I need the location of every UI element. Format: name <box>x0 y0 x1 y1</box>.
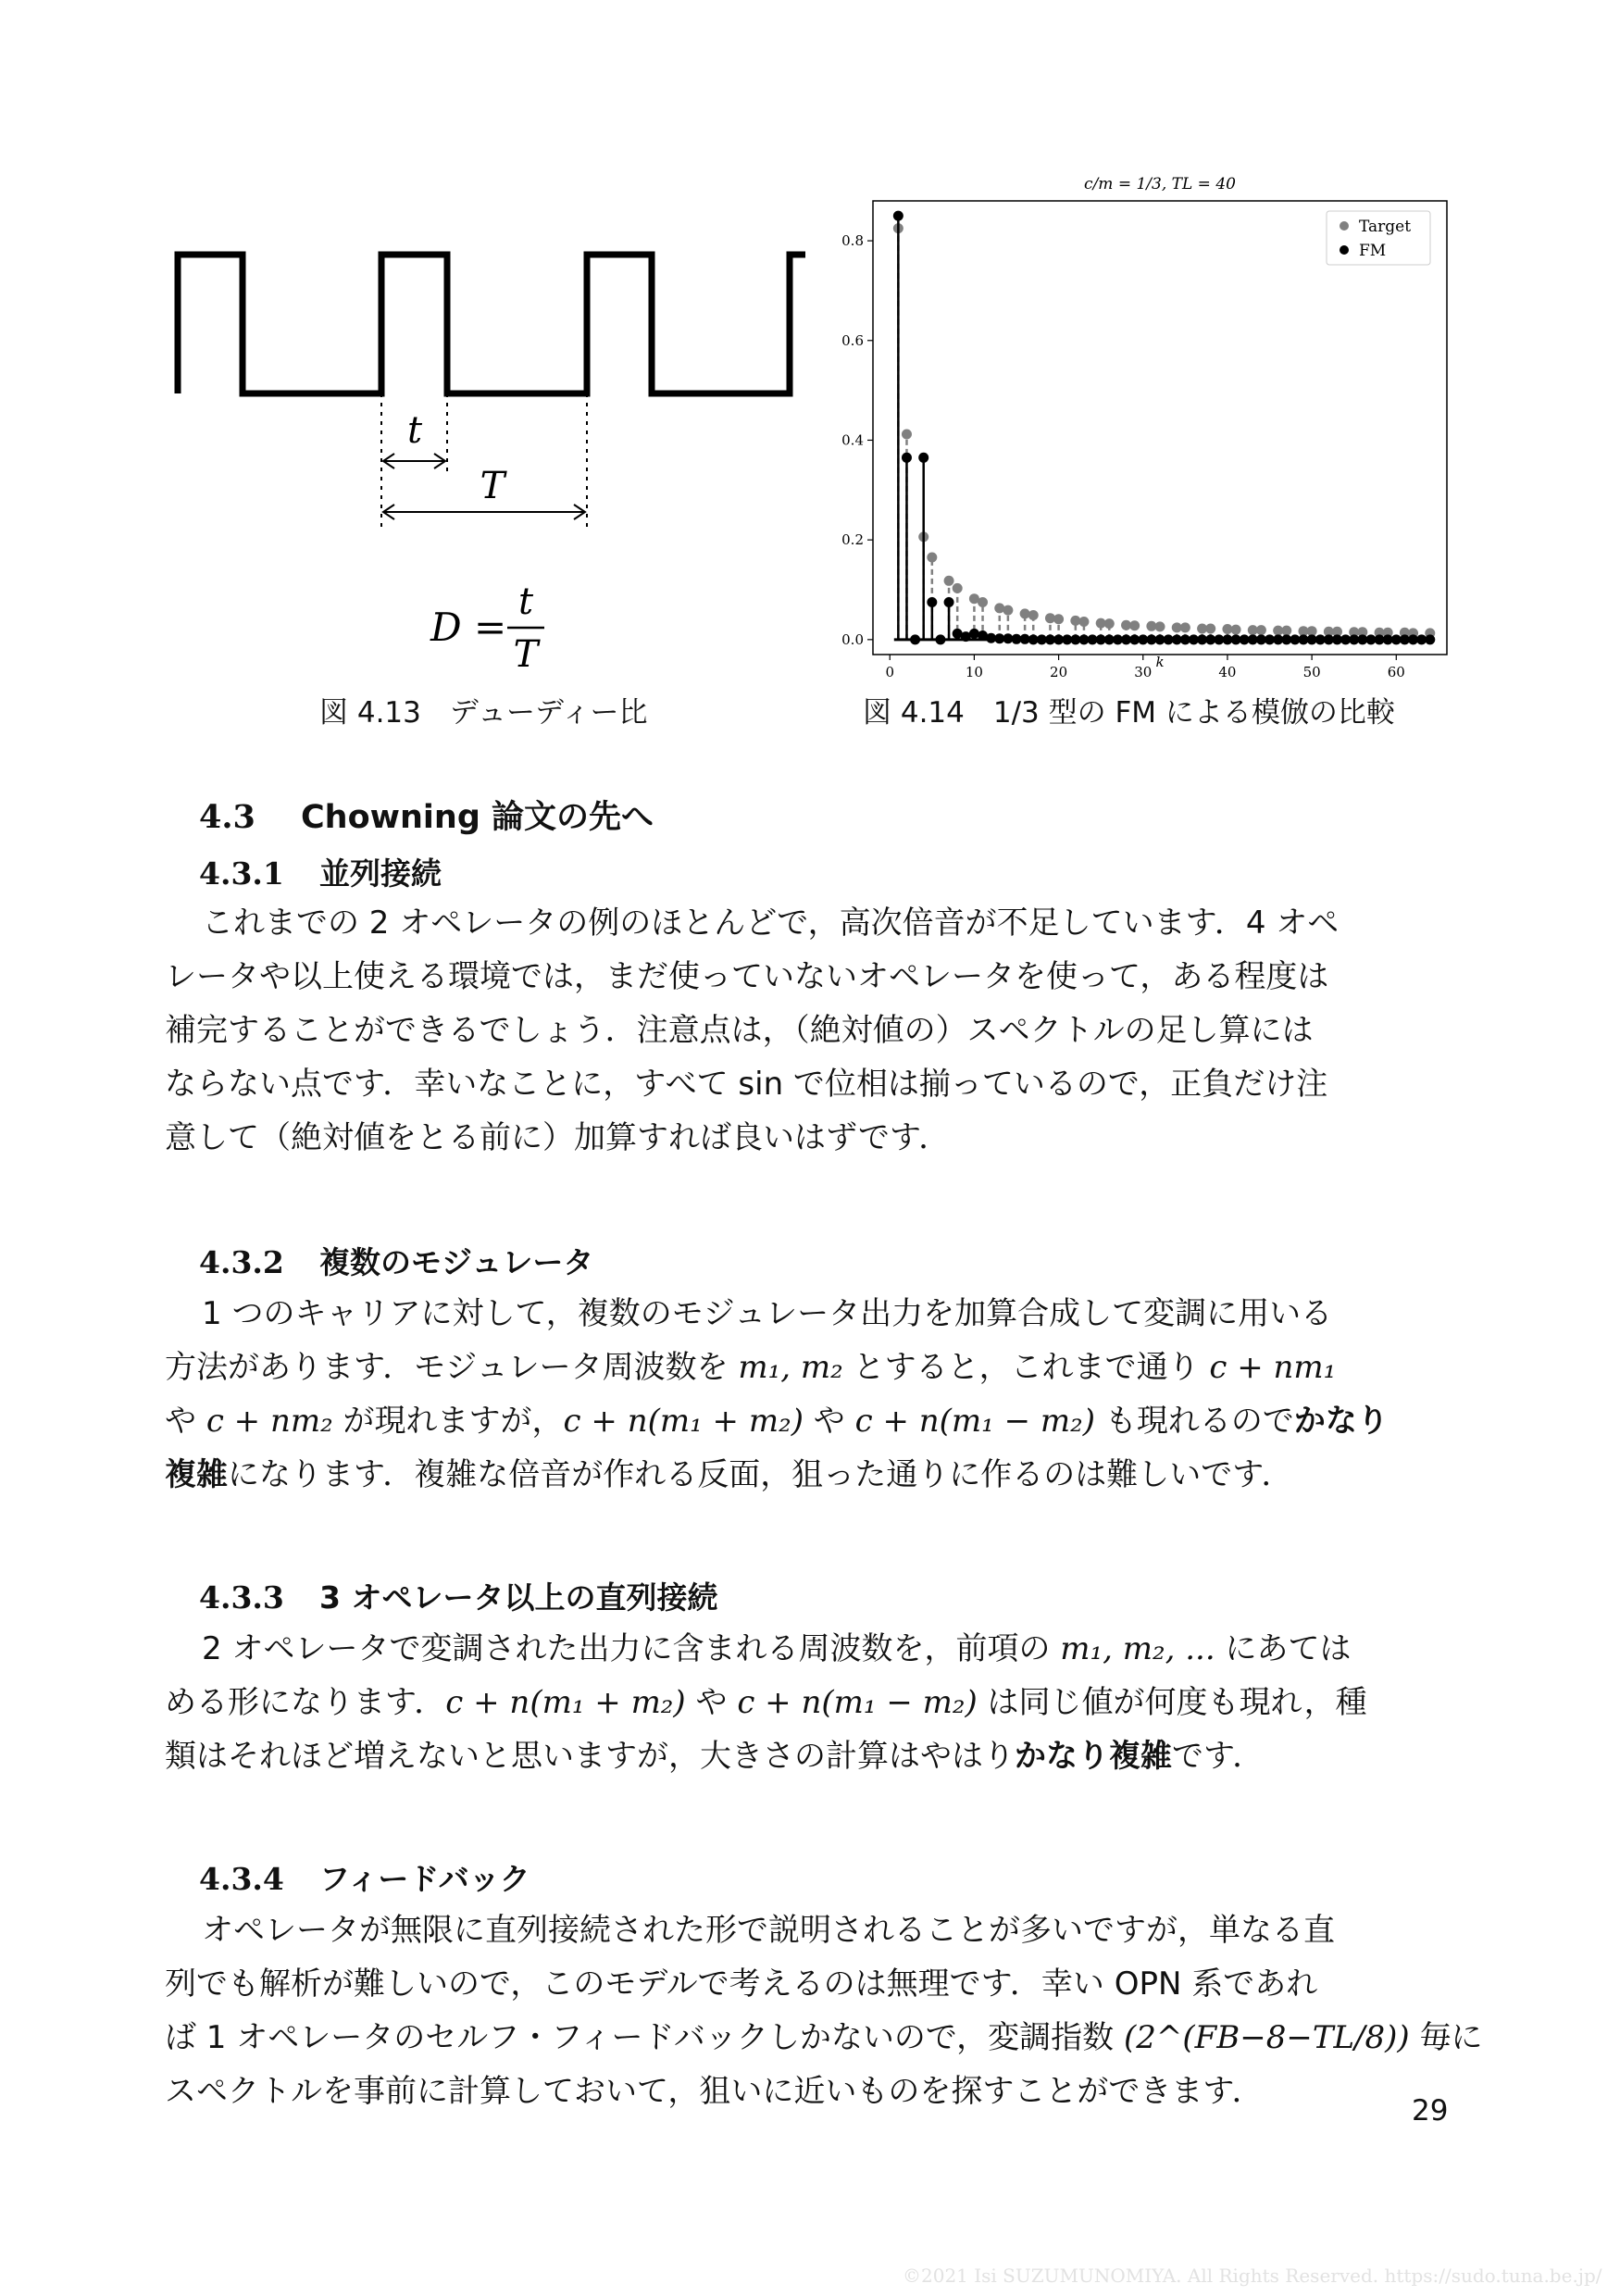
text-line: 2 オペレータで変調された出力に含まれる周波数を，前項の m₁, m₂, ... にあては <box>202 1630 1352 1667</box>
stem-marker <box>1281 626 1291 636</box>
subsection-number: 4.3.4 <box>199 1861 284 1897</box>
label-T: T <box>480 465 505 507</box>
stem-marker <box>978 597 988 607</box>
stem-marker <box>918 453 928 463</box>
text-line: 補完することができるでしょう．注意点は，（絶対値の）スペクトルの足し算には <box>165 1012 1314 1049</box>
y-tick-label: 0.8 <box>841 232 864 250</box>
subsection-title: フィードバック <box>319 1861 530 1897</box>
text-line: これまでの 2 オペレータの例のほとんどで，高次倍音が不足しています．4 オペ <box>202 905 1340 942</box>
caption-fig-4-13: 図 4.13 デューディー比 <box>319 696 648 730</box>
x-tick-label: 60 <box>1387 664 1405 680</box>
text-line: 列でも解析が難しいので，このモデルで考えるのは無理です．幸い OPN 系であれ <box>165 1965 1318 2003</box>
stem-marker <box>1205 624 1215 634</box>
text-line: オペレータが無限に直列接続された形で説明されることが多いですが，単なる直 <box>202 1912 1335 1949</box>
text-line: ば 1 オペレータのセルフ・フィードバックしかないので，変調指数 (2^(FB−8−TL/8)) 毎に <box>165 2019 1483 2056</box>
formula-denominator: T <box>513 633 539 676</box>
page-number: 29 <box>1412 2094 1449 2128</box>
legend-target: Target <box>1359 218 1412 236</box>
y-tick-label: 0.2 <box>841 531 864 549</box>
math-expr: c + n(m₁ − m₂) <box>854 1403 1096 1440</box>
label-t: t <box>406 409 423 452</box>
stem-marker <box>944 576 954 586</box>
subsection-number: 4.3.1 <box>199 855 284 892</box>
subsection-title: 複数のモジュレータ <box>319 1244 594 1280</box>
stem-marker <box>1078 617 1089 627</box>
math-expr: c + n(m₁ + m₂) <box>445 1684 686 1721</box>
stem-marker <box>953 583 963 593</box>
square-wave <box>178 255 805 393</box>
stem-marker <box>927 597 937 607</box>
subsection-number: 4.3.2 <box>199 1244 284 1280</box>
y-tick-label: 0.0 <box>841 630 864 648</box>
chart-legend <box>1327 211 1430 265</box>
text-line: や c + nm₂ が現れますが，c + n(m₁ + m₂) や c + n(m₁ − m₂) も現れるのでかなり <box>165 1403 1389 1440</box>
subsection-title: 3 オペレータ以上の直列接続 <box>319 1579 718 1616</box>
caption-fig-4-14: 図 4.14 1/3 型の FM による模倣の比較 <box>863 696 1395 730</box>
stem-marker <box>1053 614 1064 624</box>
text-line: レータや以上使える環境では，まだ使っていないオペレータを使って，ある程度は <box>165 958 1329 995</box>
section-number: 4.3 <box>199 798 255 836</box>
stem-marker <box>1231 625 1241 635</box>
subsection-4-3-4-heading <box>199 1855 530 1899</box>
section-4-3-heading <box>199 792 654 838</box>
paragraph-4-3-3 <box>165 1622 1461 1783</box>
paragraph-4-3-1 <box>165 896 1461 1165</box>
y-tick-label: 0.4 <box>841 431 864 449</box>
math-expr: c + nm₂ <box>206 1403 333 1440</box>
stem-marker <box>927 553 937 563</box>
subsection-number: 4.3.3 <box>199 1579 284 1616</box>
x-tick-label: 20 <box>1050 664 1068 680</box>
stem-marker <box>893 211 903 221</box>
text-line: 意して（絶対値をとる前に）加算すれば良いはずです． <box>165 1119 951 1156</box>
stem-marker <box>1003 605 1013 616</box>
stem-marker <box>1028 610 1039 620</box>
formula-numerator: t <box>517 580 534 623</box>
emphasis: 複雑 <box>165 1456 228 1493</box>
text-line: 方法があります．モジュレータ周波数を m₁, m₂ とすると，これまで通り c + nm₁ <box>165 1349 1337 1386</box>
text-line: 類はそれほど増えないと思いますが，大きさの計算はやはりかなり複雑です． <box>165 1738 1265 1775</box>
stem-marker <box>1104 618 1115 629</box>
x-tick-label: 10 <box>965 664 983 680</box>
section-title: Chowning 論文の先へ <box>301 799 654 836</box>
text-line: める形になります．c + n(m₁ + m₂) や c + n(m₁ − m₂) は同じ値が何度も現れ，種 <box>165 1684 1367 1721</box>
paragraph-4-3-4 <box>165 1903 1483 2118</box>
y-tick-label: 0.6 <box>841 331 864 349</box>
stem-marker <box>902 453 912 463</box>
x-tick-label: 40 <box>1218 664 1237 680</box>
math-expr: (2^(FB−8−TL/8)) <box>1123 2019 1410 2056</box>
stem-marker <box>1155 621 1165 631</box>
legend-fm: FM <box>1359 242 1387 260</box>
x-tick-label: 0 <box>885 664 895 680</box>
paragraph-4-3-2 <box>165 1287 1461 1502</box>
math-expr: c + n(m₁ − m₂) <box>737 1684 978 1721</box>
stem-marker <box>1180 622 1190 632</box>
subsection-4-3-2-heading <box>199 1239 593 1282</box>
math-expr: c + nm₁ <box>1209 1349 1337 1386</box>
text-line: 1 つのキャリアに対して，複数のモジュレータ出力を加算合成して変調に用いる <box>202 1295 1333 1332</box>
chart-title: c/m = 1/3, TL = 40 <box>1084 175 1236 193</box>
copyright-watermark: ©2021 Isi SUZUMUNOMIYA. All Rights Reserved. https://sudo.tuna.be.jp/ <box>903 2265 1602 2287</box>
chart-xlabel: k <box>1155 654 1165 670</box>
stem-marker <box>994 603 1004 613</box>
x-tick-label: 30 <box>1134 664 1153 680</box>
duty-cycle-figure <box>157 204 824 685</box>
math-expr: m₁, m₂, ... <box>1060 1630 1215 1667</box>
stem-marker <box>1129 620 1140 630</box>
stem-marker <box>944 597 954 607</box>
text-line: スペクトルを事前に計算しておいて，狙いに近いものを探すことができます． <box>165 2073 1264 2110</box>
subsection-title: 並列接続 <box>319 855 442 892</box>
stem-marker <box>902 430 912 440</box>
text-line: 複雑になります．複雑な倍音が作れる反面，狙った通りに作るのは難しいです． <box>165 1456 1293 1493</box>
math-expr: m₁, m₂ <box>738 1349 843 1386</box>
text-line: ならない点です．幸いなことに，すべて sin で位相は揃っているので，正負だけ注 <box>165 1066 1328 1103</box>
formula-lhs: D = <box>430 605 507 650</box>
fm-compare-chart <box>815 167 1444 685</box>
x-tick-label: 50 <box>1302 664 1321 680</box>
stem-marker <box>1020 608 1030 618</box>
emphasis: かなり複雑 <box>1015 1738 1172 1775</box>
stem-marker <box>969 629 979 639</box>
emphasis: かなり <box>1293 1403 1389 1440</box>
subsection-4-3-1-heading <box>199 850 442 893</box>
stem-marker <box>1256 625 1266 635</box>
math-expr: c + n(m₁ + m₂) <box>563 1403 804 1440</box>
subsection-4-3-3-heading <box>199 1574 717 1617</box>
